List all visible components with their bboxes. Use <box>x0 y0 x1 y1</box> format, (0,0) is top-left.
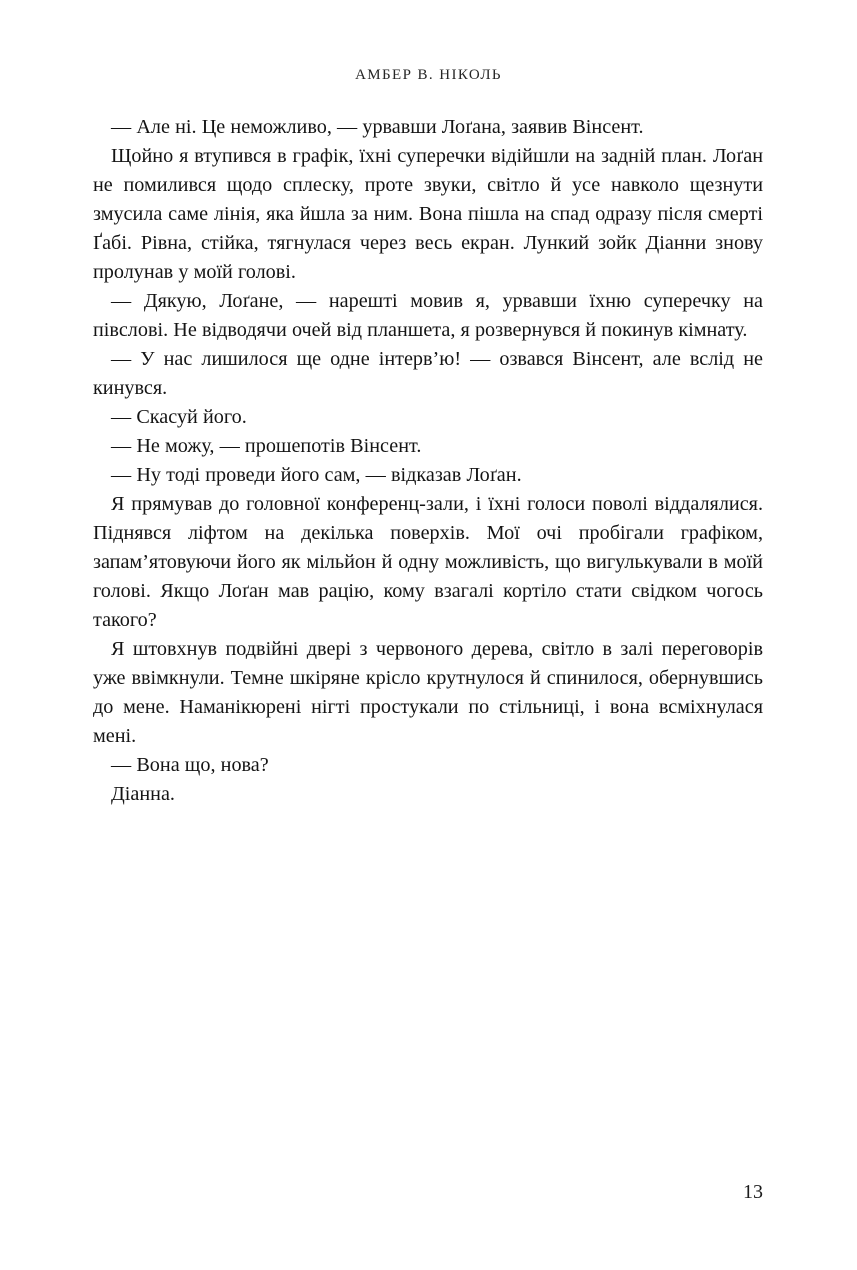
body-text-block <box>93 113 763 809</box>
paragraph: Я штовхнув подвійні двері з червоного дерева, світло в залі переговорів уже ввімкнули. Темне шкіряне крісло крутнулося й спинилося, обернувшись до мене. Наманікюрені нігті простукали по стільниці, і вона всміхнулася мені. <box>93 638 763 747</box>
paragraph: — Дякую, Лоґане, — нарешті мовив я, урвавши їхню суперечку на півслові. Не відводячи очей від планшета, я розвернувся й покинув кімнату. <box>93 290 763 341</box>
paragraph: — Скасуй його. <box>111 406 247 428</box>
page-number: 13 <box>743 1181 763 1203</box>
paragraph: — У нас лишилося ще одне інтерв’ю! — озвався Вінсент, але вслід не кинувся. <box>93 348 763 399</box>
paragraph: — Вона що, нова? <box>111 754 269 776</box>
paragraph: Щойно я втупився в графік, їхні суперечки відійшли на задній план. Лоґан не помилився щодо сплеску, проте звуки, світло й усе навколо щезнути змусила саме лінія, яка йшла за ним. Вона пішла на спад одразу після смерті Ґабі. Рівна, стійка, тягнулася через весь екран. Лункий зойк Діанни знову пролунав у моїй голові. <box>93 145 763 283</box>
paragraph: — Не можу, — прошепотів Вінсент. <box>111 435 422 457</box>
paragraph: Я прямував до головної конференц-зали, і їхні голоси поволі віддалялися. Піднявся ліфтом на декілька поверхів. Мої очі пробігали графіком, запам’ятовуючи його як мільйон й одну можливість, що вигулькували в моїй голові. Якщо Лоґан мав рацію, кому взагалі кортіло стати свідком чогось такого? <box>93 493 763 631</box>
paragraph: — Ну тоді проведи його сам, — відказав Лоґан. <box>111 464 522 486</box>
paragraph: Діанна. <box>111 783 175 805</box>
paragraph: — Але ні. Це неможливо, — урвавши Лоґана, заявив Вінсент. <box>111 116 644 138</box>
running-header: АМБЕР В. НІКОЛЬ <box>355 67 502 83</box>
